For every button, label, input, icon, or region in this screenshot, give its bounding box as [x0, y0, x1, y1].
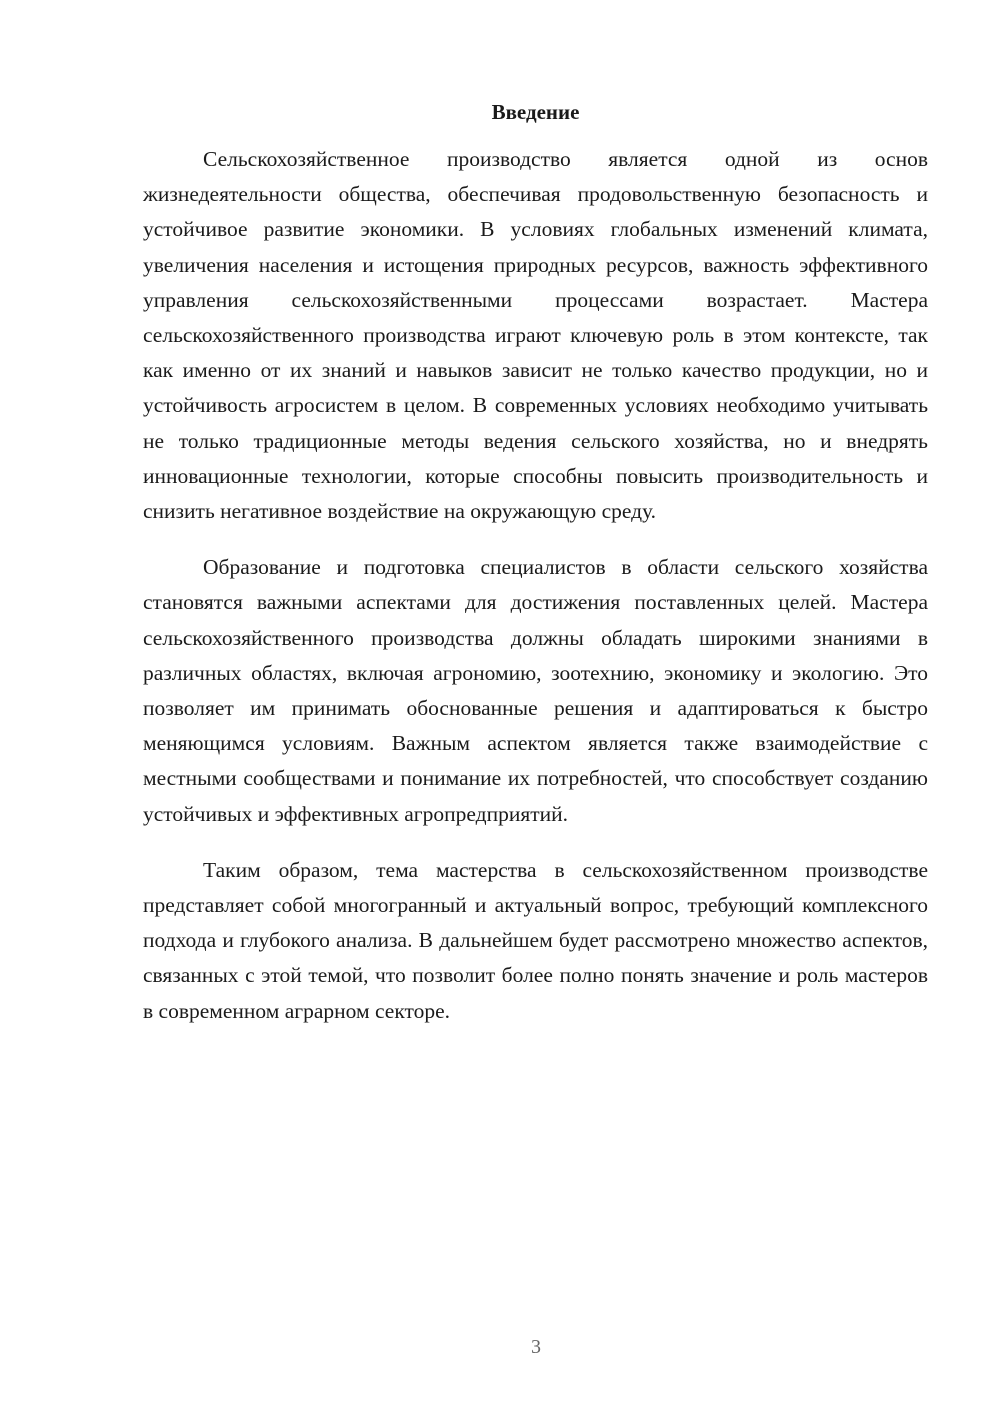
paragraph-3: Таким образом, тема мастерства в сельскохозяйственном производстве представляет собой многогранный и актуальный вопрос, требующий комплексного подхода и глубокого анализа. В дальнейшем будет рассмотрено множество аспектов, связанных с этой темой, что позволит более полно понять значение и роль мастеров в современном аграрном секторе. [143, 857, 928, 1023]
paragraph-2: Образование и подготовка специалистов в области сельского хозяйства становятся важными аспектами для достижения поставленных целей. Мастера сельскохозяйственного производства должны обладать широкими знаниями в различных областях, включая агрономию, зоотехнию, экономику и экологию. Это позволяет им принимать обоснованные решения и адаптироваться к быстро меняющимся условиям. Важным аспектом является также взаимодействие с местными сообществами и понимание их потребностей, что способствует созданию устойчивых и эффективных агропредприятий. [143, 555, 928, 826]
paragraph-1: Сельскохозяйственное производство является одной из основ жизнедеятельности общества, обеспечивая продовольственную безопасность и устойчивое развитие экономики. В условиях глобальных изменений климата, увеличения населения и истощения природных ресурсов, важность эффективного управления сельскохозяйственными процессами возрастает. Мастера сельскохозяйственного производства играют ключевую роль в этом контексте, так как именно от их знаний и навыков зависит не только качество продукции, но и устойчивость агросистем в целом. В современных условиях необходимо учитывать не только традиционные методы ведения сельского хозяйства, но и внедрять инновационные технологии, которые способны повысить производительность и снизить негативное воздействие на окружающую среду. [143, 147, 928, 524]
page-number: 3 [531, 1336, 541, 1358]
section-title: Введение [491, 100, 580, 124]
body-text [143, 142, 928, 1029]
